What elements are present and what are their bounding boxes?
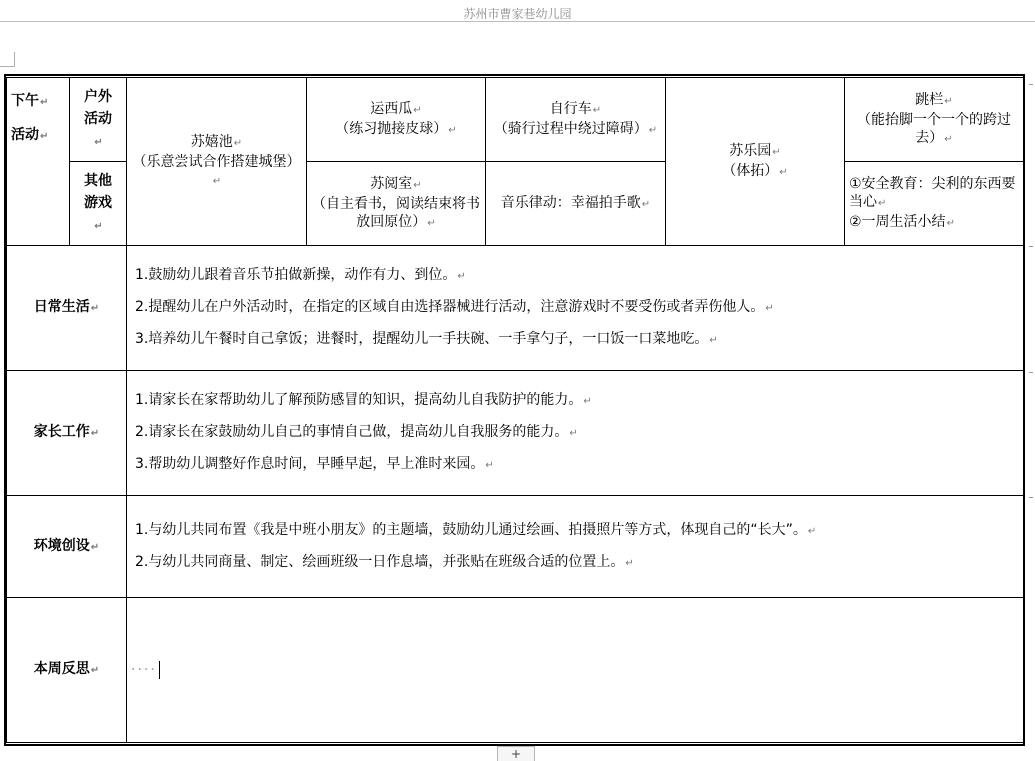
su-leyuan-title: 苏乐园↵ [729, 142, 781, 159]
list-item: 2.提醒幼儿在户外活动时，在指定的区域自由选择器械进行活动，注意游戏时不要受伤或者弄伤他人。↵ [135, 299, 774, 315]
right-margin-mark [1029, 84, 1033, 85]
right-margin-mark [1029, 246, 1033, 247]
safety-education-cell[interactable] [845, 162, 1024, 246]
reflection-input[interactable] [127, 598, 1024, 743]
parent-work-label: 家长工作↵ [7, 371, 127, 496]
margin-corner-mark [0, 52, 15, 67]
daily-life-content[interactable] [127, 246, 1024, 371]
reading-room-cell[interactable] [307, 162, 486, 246]
reflection-row [7, 598, 1024, 743]
list-item: 3.帮助幼儿调整好作息时间，早睡早起，早上准时来园。↵ [135, 456, 494, 472]
su-xichi-detail: （乐意尝试合作搭建城堡）↵ [132, 153, 301, 187]
other-games-label: 其他游戏↵ [70, 162, 127, 246]
su-xichi-title: 苏嬉池↵ [190, 133, 243, 150]
bicycle-detail: （骑行过程中绕过障碍）↵ [493, 120, 658, 137]
bicycle-title: 自行车↵ [549, 100, 602, 117]
add-row-button[interactable]: + [497, 746, 535, 761]
bicycle-cell[interactable] [486, 78, 666, 162]
reading-room-title: 苏阅室↵ [370, 175, 422, 192]
reading-room-detail: （自主看书，阅读结束将书放回原位）↵ [312, 195, 480, 230]
afternoon-row-outdoor [7, 78, 1024, 162]
list-item: 3.培养幼儿午餐时自己拿饭；进餐时，提醒幼儿一手扶碗、一手拿勺子，一口饭一口菜地吃。↵ [135, 331, 718, 347]
daily-life-row [7, 246, 1024, 371]
hurdle-title: 跳栏↵ [915, 91, 953, 108]
daily-life-label: 日常生活↵ [7, 246, 127, 371]
afternoon-label-cell [7, 78, 70, 246]
su-xichi-cell[interactable] [127, 78, 307, 246]
su-leyuan-cell[interactable] [666, 78, 845, 246]
header-rule [0, 21, 1035, 22]
right-margin-mark [1029, 497, 1033, 498]
hurdle-detail: （能抬脚一个一个的跨过去）↵ [857, 111, 1011, 146]
music-rhythm-text: 音乐律动：幸福拍手歌 [500, 194, 641, 211]
list-item: 1.请家长在家帮助幼儿了解预防感冒的知识，提高幼儿自我防护的能力。↵ [135, 392, 592, 408]
list-item: 2.与幼儿共同商量、制定、绘画班级一日作息墙，并张贴在班级合适的位置上。↵ [135, 553, 634, 570]
weekly-summary-line: ②一周生活小结↵ [849, 213, 955, 230]
parent-work-row [7, 371, 1024, 496]
parent-work-content[interactable] [127, 371, 1024, 496]
list-item: 1.与幼儿共同布置《我是中班小朋友》的主题墙，鼓励幼儿通过绘画、拍摄照片等方式，体现自己的“长大”。↵ [135, 521, 817, 538]
afternoon-label-line1: 下午↵ [11, 93, 49, 109]
environment-row [7, 496, 1024, 598]
reflection-label: 本周反思↵ [7, 598, 127, 743]
carry-watermelon-cell[interactable] [307, 78, 486, 162]
afternoon-label-line2: 活动↵ [11, 127, 49, 143]
outdoor-activity-label: 户外活动↵ [70, 78, 127, 162]
list-item: 2.请家长在家鼓励幼儿自己的事情自己做，提高幼儿自我服务的能力。↵ [135, 424, 578, 440]
safety-education-line1: ①安全教育：尖利的东西要当心↵ [849, 175, 1016, 210]
list-item: 1.鼓励幼儿跟着音乐节拍做新操，动作有力、到位。↵ [135, 267, 466, 283]
text-cursor [159, 661, 160, 679]
document-header-title: 苏州市曹家巷幼儿园 [463, 7, 572, 21]
music-rhythm-cell[interactable]: 音乐律动：幸福拍手歌↵ [486, 162, 666, 246]
environment-label: 环境创设↵ [7, 496, 127, 598]
weekly-plan-table [6, 77, 1024, 743]
environment-content[interactable] [127, 496, 1024, 598]
su-leyuan-detail: （体拓）↵ [722, 162, 788, 179]
hurdle-cell[interactable] [845, 78, 1024, 162]
carry-watermelon-detail: （练习抛接皮球）↵ [335, 120, 457, 137]
right-margin-mark [1029, 372, 1033, 373]
carry-watermelon-title: 运西瓜↵ [370, 100, 422, 117]
reflection-placeholder-dots: ···· [131, 662, 157, 678]
